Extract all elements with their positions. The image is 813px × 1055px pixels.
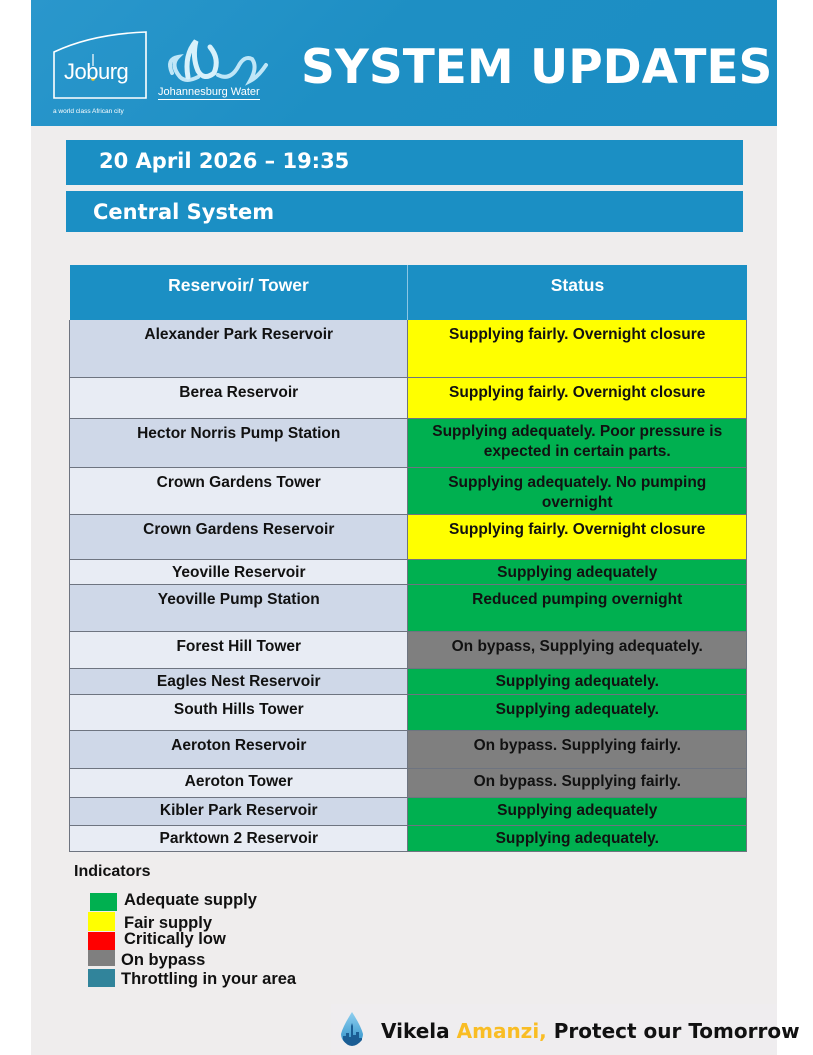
legend-label: Critically low: [124, 930, 226, 948]
status-cell: Supplying adequately.: [408, 694, 747, 730]
status-cell: On bypass, Supplying adequately.: [408, 631, 747, 668]
reservoir-name: Eagles Nest Reservoir: [70, 668, 408, 694]
table-row: [70, 514, 747, 559]
table-row: [70, 631, 747, 668]
status-cell: Supplying fairly. Overnight closure: [408, 320, 747, 377]
water-drop-icon: [337, 1010, 367, 1050]
table-header-row: [70, 265, 747, 320]
reservoir-name: Aeroton Tower: [70, 768, 408, 797]
reservoir-name: Berea Reservoir: [70, 377, 408, 418]
legend-label: Throttling in your area: [121, 970, 297, 988]
system-name: Central System: [66, 191, 743, 232]
reservoir-name: Hector Norris Pump Station: [70, 418, 408, 467]
reservoir-name: South Hills Tower: [70, 694, 408, 730]
utility-logo-text: Johannesburg Water: [158, 86, 260, 98]
status-cell: Supplying adequately.: [408, 668, 747, 694]
table-row: [70, 418, 747, 467]
status-cell: Supplying adequately. Poor pressure is expected in certain parts.: [408, 418, 747, 467]
slogan: [381, 1021, 800, 1041]
reservoir-name: Forest Hill Tower: [70, 631, 408, 668]
legend-swatch: [88, 950, 115, 966]
reservoir-name: Kibler Park Reservoir: [70, 797, 408, 825]
status-cell: Supplying adequately. No pumping overnight: [408, 467, 747, 514]
legend-swatch: [88, 969, 115, 987]
table-row: [70, 467, 747, 514]
city-tagline: a world class African city: [53, 108, 124, 115]
footer-slogan-banner: [331, 1004, 800, 1054]
status-cell: On bypass. Supplying fairly.: [408, 730, 747, 768]
status-cell: Supplying fairly. Overnight closure: [408, 377, 747, 418]
status-cell: Supplying fairly. Overnight closure: [408, 514, 747, 559]
table-row: [70, 825, 747, 851]
legend-label: Fair supply: [124, 914, 213, 932]
reservoir-name: Alexander Park Reservoir: [70, 320, 408, 377]
table-row: [70, 377, 747, 418]
update-datetime: 20 April 2026 – 19:35: [66, 140, 743, 185]
slogan-part-2: Protect our Tomorrow: [546, 1019, 800, 1043]
header-banner: [31, 0, 777, 126]
indicators-title: Indicators: [74, 863, 151, 880]
table-body: [70, 320, 747, 851]
column-header-status: Status: [408, 265, 747, 320]
table-row: [70, 584, 747, 631]
page-title: SYSTEM UPDATES: [301, 40, 773, 95]
status-cell: Reduced pumping overnight: [408, 584, 747, 631]
status-cell: Supplying adequately.: [408, 825, 747, 851]
slogan-part-1: Vikela: [381, 1019, 457, 1043]
table-row: [70, 797, 747, 825]
table-row: [70, 668, 747, 694]
status-cell: Supplying adequately: [408, 797, 747, 825]
legend-label: Adequate supply: [124, 891, 257, 909]
status-cell: On bypass. Supplying fairly.: [408, 768, 747, 797]
reservoir-name: Crown Gardens Reservoir: [70, 514, 408, 559]
legend-label: On bypass: [121, 951, 206, 969]
status-cell: Supplying adequately: [408, 559, 747, 584]
reservoir-name: Crown Gardens Tower: [70, 467, 408, 514]
reservoir-name: Parktown 2 Reservoir: [70, 825, 408, 851]
reservoir-name: Yeoville Reservoir: [70, 559, 408, 584]
legend-swatch: [90, 893, 117, 911]
table-row: [70, 320, 747, 377]
city-logo-text: Joburg: [64, 59, 129, 84]
reservoir-name: Aeroton Reservoir: [70, 730, 408, 768]
table-row: [70, 730, 747, 768]
reservoir-status-table: [69, 265, 747, 852]
legend-swatch: [88, 932, 115, 950]
reservoir-name: Yeoville Pump Station: [70, 584, 408, 631]
system-update-notice: [31, 0, 800, 1055]
legend-swatch: [88, 912, 115, 931]
table-row: [70, 559, 747, 584]
slogan-accent: Amanzi,: [456, 1019, 547, 1043]
table-row: [70, 694, 747, 730]
column-header-reservoir: Reservoir/ Tower: [70, 265, 408, 320]
table-row: [70, 768, 747, 797]
